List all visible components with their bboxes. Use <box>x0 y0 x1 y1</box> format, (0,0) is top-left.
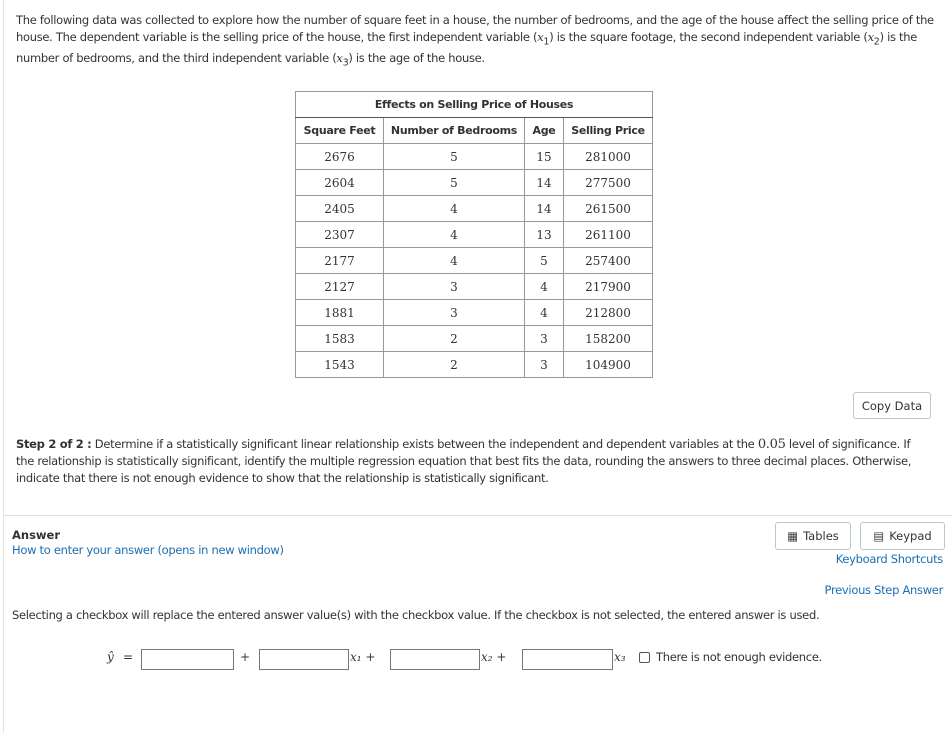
table-row <box>296 196 653 222</box>
plus-sign: + <box>240 650 251 664</box>
table-cell: 217900 <box>564 274 653 300</box>
table-cell: 1543 <box>296 352 384 378</box>
divider <box>4 515 952 516</box>
checkbox-label: There is not enough evidence. <box>656 650 822 664</box>
table-cell: 14 <box>525 170 564 196</box>
table-row <box>296 274 653 300</box>
x2-term: x₂ + <box>481 650 507 664</box>
data-table <box>295 91 653 378</box>
table-cell: 2604 <box>296 170 384 196</box>
x1-coefficient-input[interactable] <box>259 649 349 670</box>
table-cell: 212800 <box>564 300 653 326</box>
table-row <box>296 144 653 170</box>
x2-coefficient-input[interactable] <box>390 649 480 670</box>
keyboard-shortcuts-link[interactable]: Keyboard Shortcuts <box>835 552 943 566</box>
table-cell: 13 <box>525 222 564 248</box>
table-cell: 5 <box>384 170 525 196</box>
how-to-enter-link[interactable]: How to enter your answer (opens in new window) <box>12 543 284 557</box>
table-cell: 2307 <box>296 222 384 248</box>
col-header: Age <box>525 118 564 144</box>
col-header: Square Feet <box>296 118 384 144</box>
keypad-button[interactable]: ▤ Keypad <box>860 522 945 550</box>
table-row <box>296 300 653 326</box>
table-cell: 277500 <box>564 170 653 196</box>
table-cell: 261500 <box>564 196 653 222</box>
table-cell: 5 <box>525 248 564 274</box>
answer-heading: Answer <box>12 528 61 542</box>
table-cell: 2 <box>384 352 525 378</box>
x3-term: x₃ <box>614 650 626 664</box>
table-cell: 15 <box>525 144 564 170</box>
checkbox-note: Selecting a checkbox will replace the entered answer value(s) with the checkbox value. If the checkbox is not selected, the entered answer is used. <box>12 608 820 622</box>
table-row <box>296 170 653 196</box>
col-header: Selling Price <box>564 118 653 144</box>
table-cell: 4 <box>525 274 564 300</box>
table-cell: 261100 <box>564 222 653 248</box>
calculator-icon: ▤ <box>873 529 885 543</box>
table-cell: 1583 <box>296 326 384 352</box>
left-border <box>3 0 4 733</box>
table-cell: 3 <box>384 274 525 300</box>
table-cell: 2676 <box>296 144 384 170</box>
not-enough-evidence-checkbox[interactable] <box>639 652 650 663</box>
table-cell: 4 <box>525 300 564 326</box>
table-cell: 1881 <box>296 300 384 326</box>
previous-step-answer-link[interactable]: Previous Step Answer <box>824 583 943 597</box>
table-cell: 4 <box>384 196 525 222</box>
table-cell: 4 <box>384 222 525 248</box>
table-cell: 281000 <box>564 144 653 170</box>
table-row <box>296 248 653 274</box>
table-icon: ▦ <box>787 529 799 543</box>
table-cell: 2177 <box>296 248 384 274</box>
table-row <box>296 222 653 248</box>
y-hat: ŷ <box>107 650 114 664</box>
table-cell: 5 <box>384 144 525 170</box>
table-cell: 3 <box>525 352 564 378</box>
problem-intro: The following data was collected to explore how the number of square feet in a house, the number of bedrooms, and the age of the house affect the selling price of the house. The dependent variable is the selling price of the house, the first independent variable $(x_1)$ is the square footage, the second independent variable $(x_2)$ is the number of bedrooms, and the third independent variable $(x_3)$ is the age of the house. <box>16 13 934 69</box>
table-cell: 3 <box>525 326 564 352</box>
table-row <box>296 352 653 378</box>
table-cell: 158200 <box>564 326 653 352</box>
x1-term: x₁ + <box>350 650 376 664</box>
table-cell: 2 <box>384 326 525 352</box>
table-title: Effects on Selling Price of Houses <box>296 92 653 118</box>
table-cell: 104900 <box>564 352 653 378</box>
table-cell: 14 <box>525 196 564 222</box>
copy-data-button[interactable]: Copy Data <box>853 392 931 419</box>
intercept-input[interactable] <box>141 649 234 670</box>
table-cell: 3 <box>384 300 525 326</box>
table-row <box>296 326 653 352</box>
tables-button[interactable]: ▦ Tables <box>775 522 851 550</box>
x3-coefficient-input[interactable] <box>522 649 613 670</box>
step-instructions: Step 2 of 2 : Determine if a statistically significant linear relationship exists between the independent and dependent variables at the 0.05 level of significance. If the relationship is statistically significant, identify the multiple regression equation that best fits the data, rounding the answers to three decimal places. Otherwise, indicate that there is not enough evidence to show that the relationship is statistically significant. <box>16 437 912 485</box>
col-header: Number of Bedrooms <box>384 118 525 144</box>
table-cell: 2405 <box>296 196 384 222</box>
table-cell: 2127 <box>296 274 384 300</box>
table-cell: 4 <box>384 248 525 274</box>
equals-sign: = <box>123 650 134 664</box>
table-cell: 257400 <box>564 248 653 274</box>
